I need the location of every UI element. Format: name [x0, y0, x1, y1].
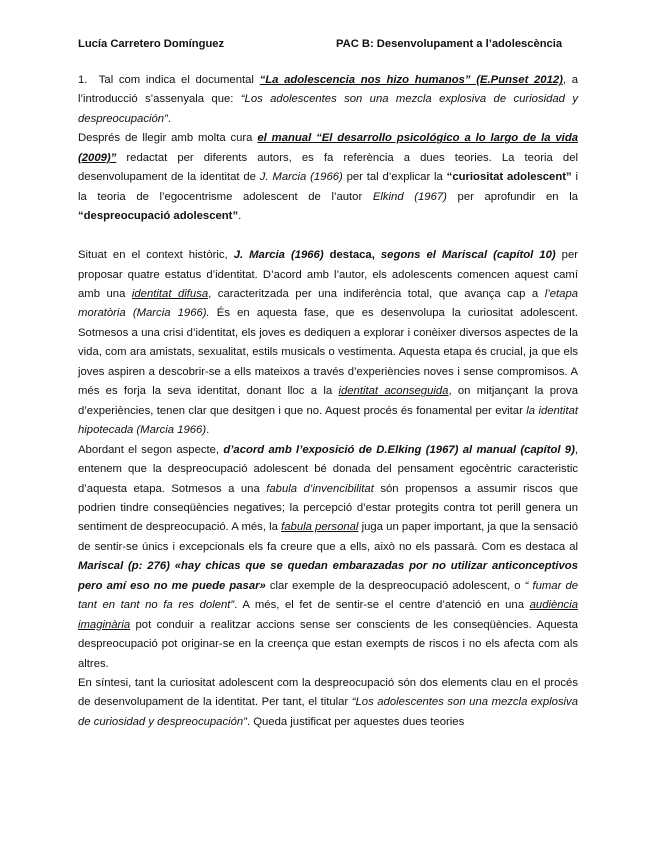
list-number: 1. [78, 74, 88, 86]
key-term: identitat difusa [131, 287, 209, 300]
text-run: pot conduir a realitzar accions sense ser conscients de les conseqüències. Aquesta despreocupació pot originar-se en la creença que estan exempts de riscos i no els afecta com als altres. [78, 618, 578, 670]
text-run: . [238, 210, 242, 223]
key-term: “curiositat adolescent” [446, 171, 572, 184]
quote: “Los adolescentes son una mezcla explosiva de curiosidad y despreocupación” [78, 696, 578, 728]
text-run: Tal com indica el documental [98, 74, 260, 86]
key-term: fabula d’invencibilitat [266, 482, 374, 495]
text-run: , on mitjançant la prova d’experiències, tenen clar que desitgen i que no. Aquest procés és fonamental per evitar [78, 385, 578, 417]
text-run: , caracteritzada per una indiferència total, que avança cap a [208, 287, 545, 300]
quote: “ fumar de tant en tant no fa res dolent” [78, 579, 579, 612]
text-run: Després de llegir amb molta cura [78, 132, 258, 145]
documentary-reference: “La adolescencia nos hizo humanos” (E.Punset 2012) [259, 74, 563, 86]
text-run: per proposar quatre estatus d’identitat. D’acord amb l’autor, els adolescents comencen aquest camí amb una [78, 249, 578, 300]
paragraph-marcia [78, 246, 578, 441]
text-run: Situat en el context històric, [78, 249, 234, 262]
key-term: “despreocupació adolescent” [78, 210, 239, 223]
text-run: per aprofundir en la [446, 190, 579, 203]
paragraph-intro [78, 71, 578, 129]
key-term: fabula personal [281, 521, 359, 534]
text-run: redactat per diferents autors, es fa referència a dues teories. La teoria del desenvolupament de la identitat de [78, 151, 578, 184]
paragraph-elkind [78, 441, 578, 674]
page-header [78, 38, 577, 54]
text-run: . A més, el fet de sentir-se el centre d’atenció en una [234, 599, 530, 612]
manual-reference: el manual “El desarrollo psicológico a lo largo de la vida (2009)” [78, 132, 578, 164]
author-name: Lucía Carretero Domínguez [78, 38, 225, 50]
text-run: En síntesi, tant la curiositat adolescent com la despreocupació són dos elements clau en el procés de desenvolupament de la identitat. Per tant, el titular [78, 677, 578, 709]
document-body [78, 71, 578, 732]
citation: J. Marcia (1966) [259, 171, 343, 184]
text-run: i la teoria de l’egocentrisme adolescent de l’autor [78, 171, 578, 203]
key-term: identitat aconseguida [338, 385, 449, 398]
text-run: , a l’introducció s’assenyala que: [78, 74, 578, 106]
text-run: destaca, [323, 249, 381, 262]
paragraph-spacer [78, 227, 578, 246]
text-run: És en aquesta fase, que es desenvolupa la curiositat adolescent. Sotmesos a una crisi d’identitat, els joves es dediquen a explorar i conèixer diversos aspectes de la vida, com ara amistats, sexualitat, estils musicals o vestimenta. Aquesta etapa és crucial, ja que els joves aspiren a descobrir-se a ells mateixos a través d’experiències noves i sense compromisos. A més es forja la seva identitat, donant lloc a la [78, 307, 578, 398]
document-title: PAC B: Desenvolupament a l’adolescència [336, 38, 563, 50]
text-run: . [167, 112, 171, 125]
citation: d’acord amb l’exposició de D.Elking (1967) al manual (capítol 9) [223, 443, 575, 456]
quote: “Los adolescentes son una mezcla explosiva de curiosidad y despreocupación” [78, 93, 578, 125]
text-run: per tal d’explicar la [342, 171, 447, 184]
citation: segons el Mariscal (capítol 10) [380, 249, 556, 262]
text-run: són propensos a assumir riscos que podrien tindre conseqüències negatives; la percepció d’estar protegits contra tot perill genera un sentiment de despreocupació. A més, la [78, 482, 578, 534]
citation: Elkind (1967) [372, 190, 447, 203]
paragraph-conclusion [78, 674, 578, 732]
text-run: clar exemple de la despreocupació adolescent, o [265, 579, 525, 592]
key-term: l’etapa moratòria (Marcia 1966). [78, 287, 579, 320]
key-term: la identitat hipotecada (Marcia 1966) [78, 404, 579, 437]
key-term: audiència imaginària [78, 599, 578, 631]
text-run: . [206, 424, 210, 437]
text-run: Abordant el segon aspecte, [78, 443, 224, 456]
text-run: . Queda justificat per aquestes dues teories [246, 715, 465, 728]
text-run: , entenem que la despreocupació adolescent bé donada del pensament egocèntric caracteristic d’aquesta etapa. Sotmesos a una [78, 443, 578, 495]
paragraph-theories [78, 129, 578, 226]
citation: J. Marcia (1966) [233, 249, 324, 262]
quote: Mariscal (p: 276) «hay chicas que se quedan embarazadas por no utilizar anticonceptivos pero amí eso no me puede pasar» [78, 560, 578, 592]
text-run: juga un paper important, ja que la sensació de sentir-se únics i excepcionals els fa creure que a ells, això no els passarà. Com es destaca al [78, 521, 578, 553]
